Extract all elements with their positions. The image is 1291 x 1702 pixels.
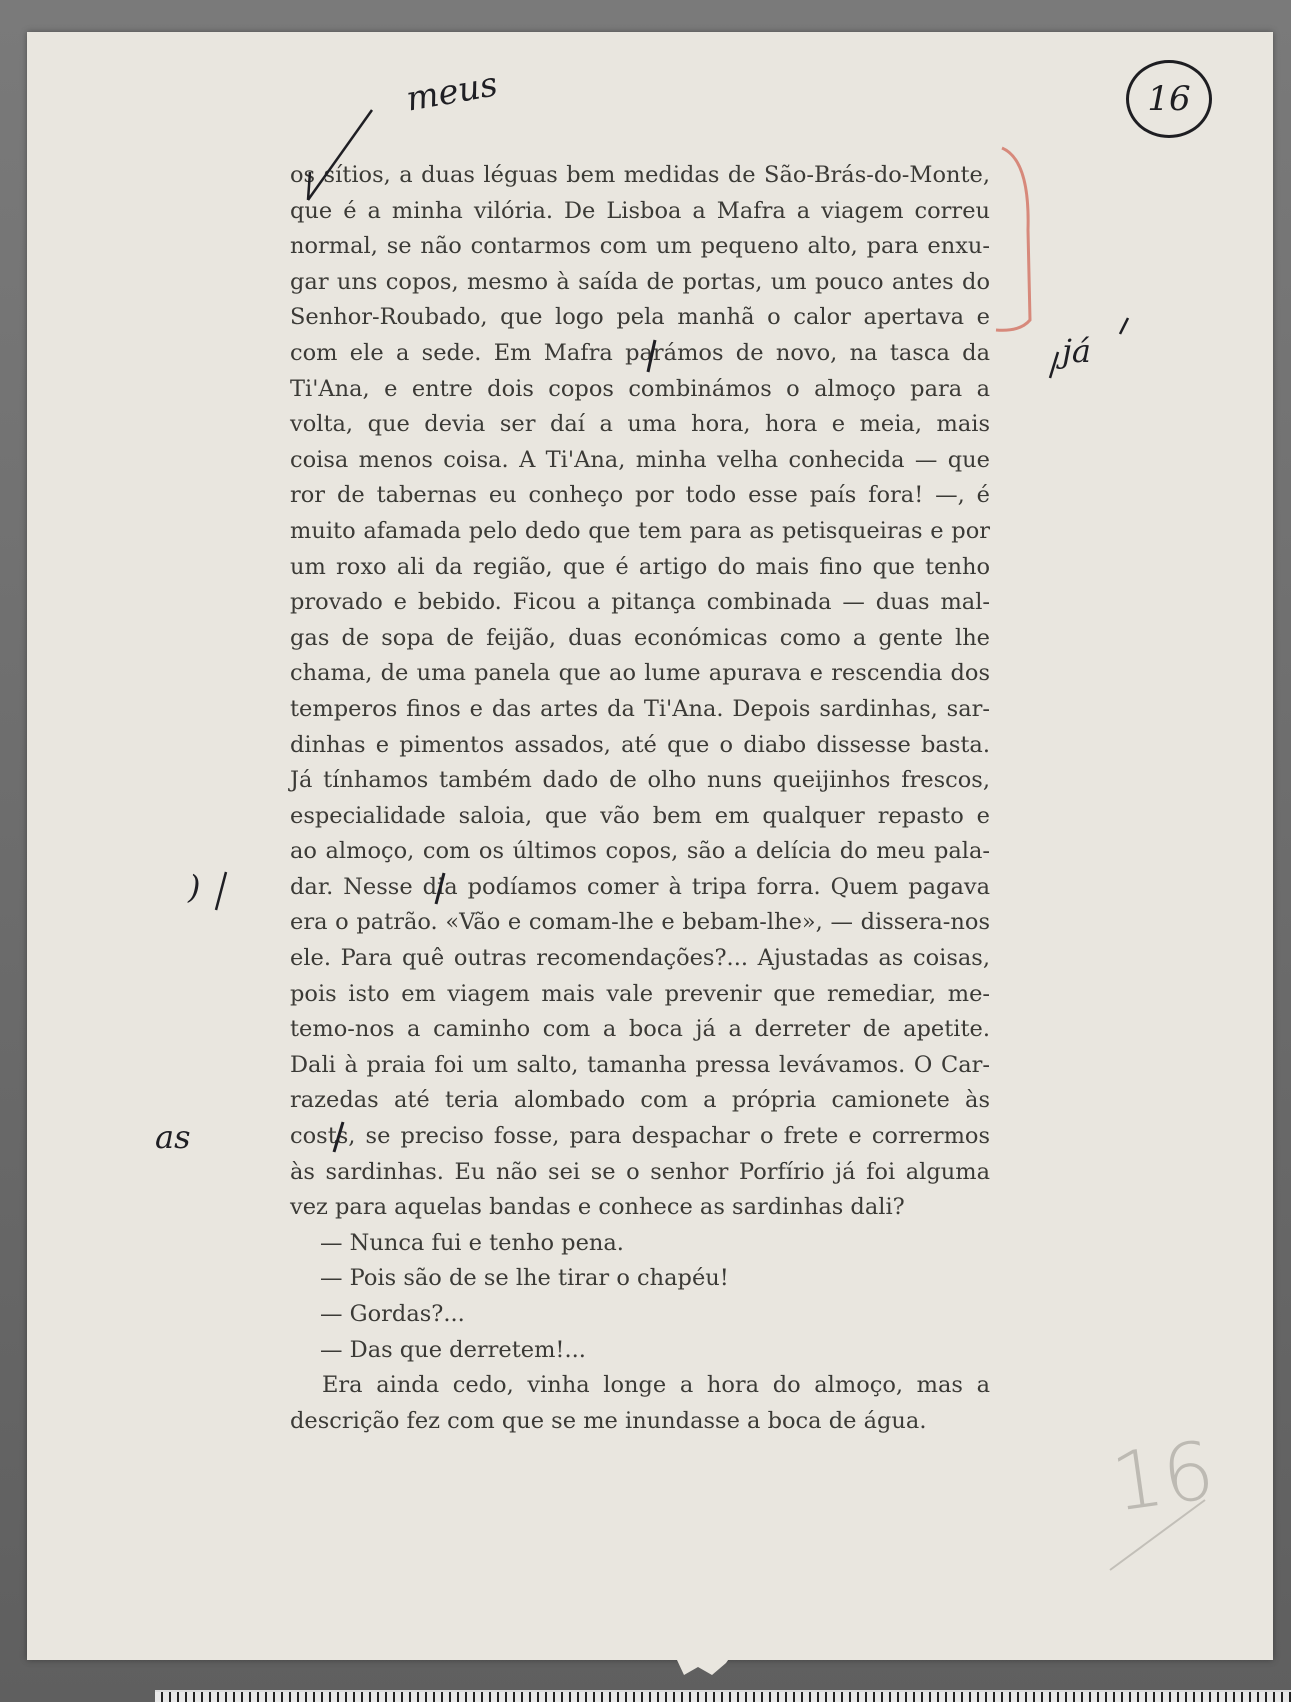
text-line: dinhas e pimentos assados, até que o diabo dissesse basta. — [290, 731, 990, 758]
text-line: Era ainda cedo, vinha longe a hora do almoço, mas a — [322, 1372, 990, 1399]
text-line: ao almoço, com os últimos copos, são a delícia do meu pala- — [290, 838, 990, 865]
text-line: temperos finos e das artes da Ti'Ana. Depois sardinhas, sar- — [290, 695, 990, 722]
text-line: às sardinhas. Eu não sei se o senhor Porfírio já foi alguma — [290, 1158, 990, 1185]
text-line: descrição fez com que se me inundasse a boca de água. — [290, 1407, 927, 1434]
text-line: costs, se preciso fosse, para despachar o frete e corrermos — [290, 1123, 990, 1150]
text-line: ele. Para quê outras recomendações?... Ajustadas as coisas, — [290, 945, 990, 972]
text-line: Já tínhamos também dado de olho nuns queijinhos frescos, — [290, 767, 990, 794]
text-line: normal, se não contarmos com um pequeno alto, para enxu- — [290, 233, 990, 260]
circled-page-number — [1126, 60, 1212, 138]
page-number: 16 — [1147, 79, 1191, 119]
text-line: especialidade saloia, que vão bem em qualquer repasto e — [290, 802, 990, 829]
body-text — [290, 158, 990, 1439]
text-line: coisa menos coisa. A Ti'Ana, minha velha conhecida — que — [290, 446, 990, 473]
scale-ruler — [155, 1690, 1291, 1702]
pencil-page-number: 16 — [1106, 1423, 1220, 1530]
text-line: ror de tabernas eu conheço por todo esse país fora! —, é — [290, 482, 990, 509]
text-line: Dali à praia foi um salto, tamanha pressa levávamos. O Car- — [290, 1051, 990, 1078]
text-line: que é a minha vilória. De Lisboa a Mafra a viagem correu — [290, 197, 990, 224]
handwritten-note-as: as — [155, 1118, 191, 1156]
text-line: Senhor-Roubado, que logo pela manhã o calor apertava e — [290, 304, 990, 331]
dialog-line: — Gordas?... — [320, 1301, 465, 1327]
dialog-line: — Das que derretem!... — [320, 1336, 586, 1363]
text-line: volta, que devia ser daí a uma hora, hora e meia, mais — [290, 411, 990, 438]
text-line: os sítios, a duas léguas bem medidas de São-Brás-do-Monte, — [290, 162, 990, 188]
text-line: chama, de uma panela que ao lume apurava e rescendia dos — [290, 660, 990, 687]
text-line: dar. Nesse dia podíamos comer à tripa forra. Quem pagava — [290, 873, 990, 900]
text-line: temo-nos a caminho com a boca já a derreter de apetite. — [290, 1016, 990, 1043]
text-line: muito afamada pelo dedo que tem para as petisqueiras e por — [290, 517, 990, 544]
text-line: gar uns copos, mesmo à saída de portas, um pouco antes do — [290, 268, 990, 295]
handwritten-note-meus: meus — [403, 64, 501, 120]
handwritten-note-paren: ) — [188, 868, 201, 906]
torn-edge — [670, 1635, 740, 1675]
text-line: era o patrão. «Vão e comam-lhe e bebam-lhe», — dissera-nos — [290, 909, 990, 936]
text-line: um roxo ali da região, que é artigo do mais fino que tenho — [290, 553, 990, 580]
text-line: com ele a sede. Em Mafra parámos de novo, na tasca da — [290, 339, 990, 366]
dialog-line: — Pois são de se lhe tirar o chapéu! — [320, 1265, 729, 1292]
dialog-line: — Nunca fui e tenho pena. — [320, 1229, 624, 1256]
text-line: vez para aquelas bandas e conhece as sardinhas dali? — [290, 1194, 905, 1221]
text-line: provado e bebido. Ficou a pitança combinada — duas mal- — [290, 589, 990, 616]
text-line: razedas até teria alombado com a própria camionete às — [290, 1087, 990, 1114]
text-line: pois isto em viagem mais vale prevenir que remediar, me- — [290, 980, 990, 1007]
text-line: Ti'Ana, e entre dois copos combinámos o almoço para a — [290, 375, 990, 402]
text-line: gas de sopa de feijão, duas económicas como a gente lhe — [290, 624, 990, 651]
handwritten-note-ja: já — [1062, 332, 1091, 370]
